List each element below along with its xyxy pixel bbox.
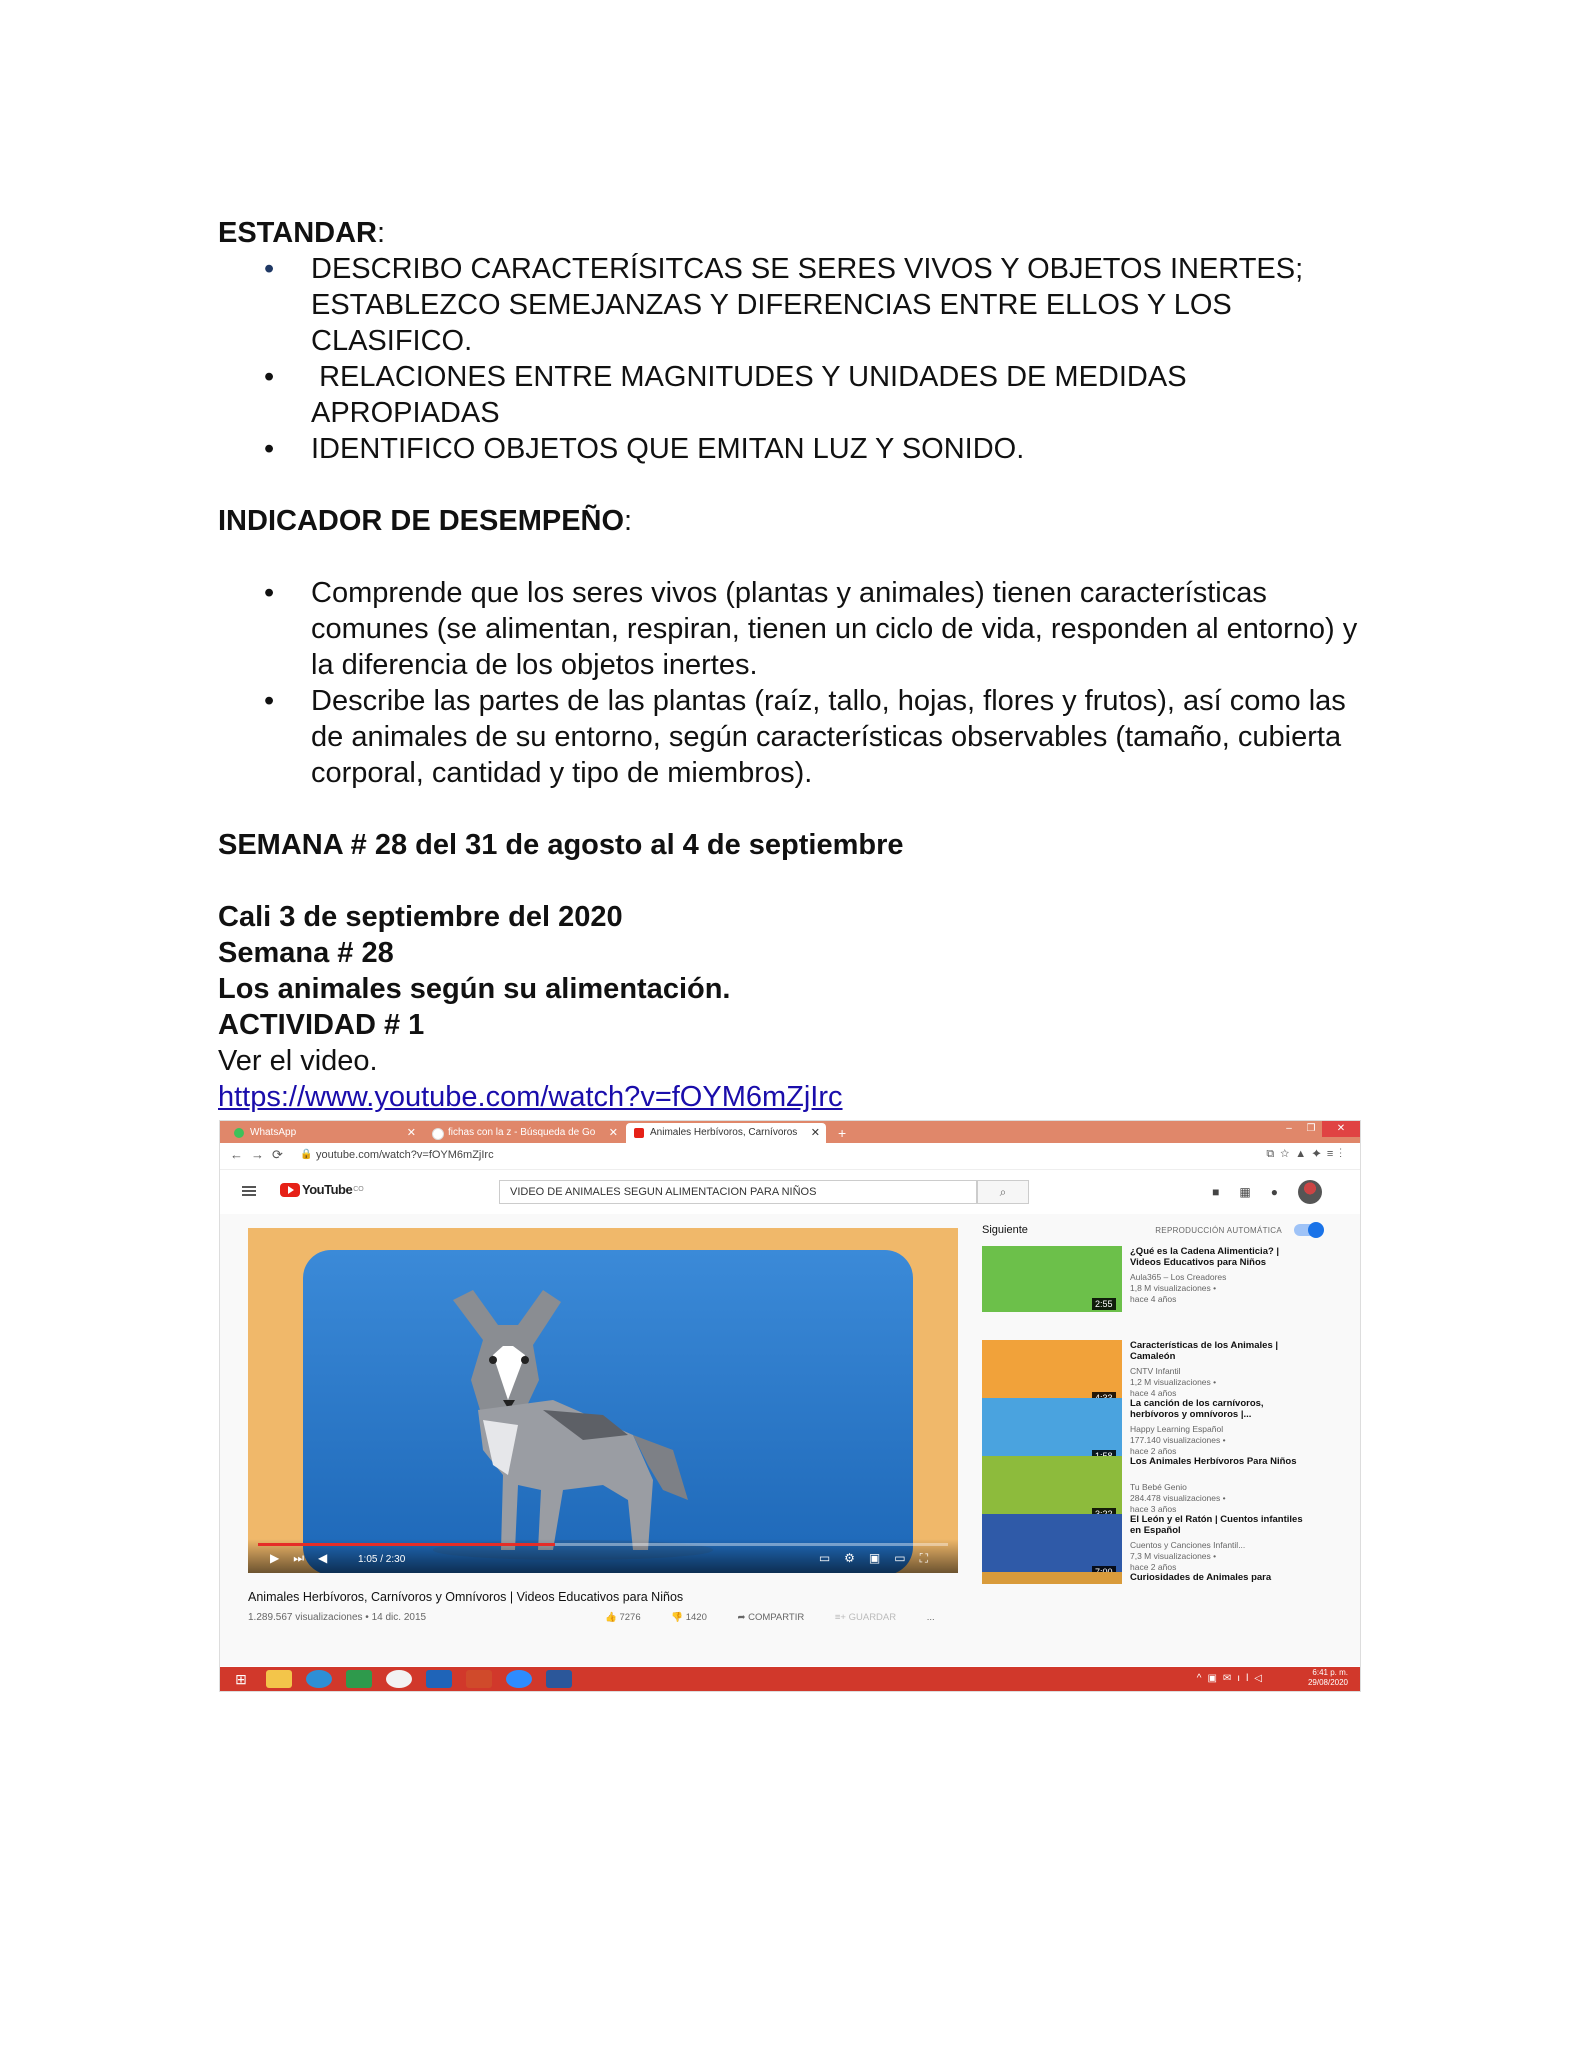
tab-youtube[interactable] <box>626 1123 826 1143</box>
settings-fullscreen-icons[interactable]: ▭⚙▣▭⛶ <box>818 1551 942 1565</box>
clock <box>1308 1668 1348 1688</box>
recommendation-list <box>982 1246 1322 1572</box>
recommendation-title: El León y el Ratón | Cuentos infantiles en Español <box>1130 1514 1303 1536</box>
progress-bar[interactable] <box>258 1543 948 1546</box>
estandar-item-3: • IDENTIFICO OBJETOS QUE EMITAN LUZ Y SONIDO. <box>218 431 1368 467</box>
view-count: 1,8 M visualizaciones • <box>1130 1283 1217 1293</box>
actividad: ACTIVIDAD # 1 <box>218 1009 425 1041</box>
progress-fill <box>258 1543 555 1546</box>
time-display: 1:05 / 2:30 <box>358 1554 406 1565</box>
autoplay-toggle[interactable] <box>1294 1224 1322 1236</box>
document-body <box>218 215 1368 1115</box>
indicador-list <box>218 575 1368 791</box>
wolf-illustration <box>303 1250 913 1573</box>
nav-buttons[interactable]: ←→⟳ <box>230 1147 291 1162</box>
video-actions <box>605 1612 949 1623</box>
more-button[interactable]: ... <box>926 1612 935 1623</box>
list-item[interactable] <box>982 1456 1322 1514</box>
video-title: Animales Herbívoros, Carnívoros y Omnívoros | Videos Educativos para Niños <box>248 1590 684 1604</box>
word-icon[interactable] <box>546 1670 572 1688</box>
youtube-logo[interactable] <box>280 1182 364 1197</box>
indicador-heading-text: INDICADOR DE DESEMPEÑO <box>218 505 625 537</box>
tab-label: fichas con la z - Búsqueda de Go <box>448 1127 596 1138</box>
recommendation-title: La canción de los carnívoros, herbívoros y omnívoros |... <box>1130 1398 1264 1420</box>
video-frame <box>303 1250 913 1573</box>
recommendation-title: Características de los Animales | Camaleón <box>1130 1340 1279 1362</box>
upload-age: hace 2 años <box>1130 1446 1177 1456</box>
recommendation-title: Los Animales Herbívoros Para Niños <box>1130 1456 1297 1467</box>
save-button[interactable]: ≡+ GUARDAR <box>834 1612 897 1623</box>
list-item[interactable] <box>982 1246 1322 1340</box>
indicador-heading <box>218 503 1368 539</box>
clock-time: 6:41 p. m. <box>1312 1668 1348 1677</box>
close-icon[interactable]: ✕ <box>810 1127 820 1139</box>
clock-date: 29/08/2020 <box>1307 1678 1348 1687</box>
outlook-icon[interactable] <box>426 1670 452 1688</box>
upload-age: hace 2 años <box>1130 1562 1177 1572</box>
semana-heading: SEMANA # 28 del 31 de agosto al 4 de septiembre <box>218 829 904 861</box>
semana: Semana # 28 <box>218 937 394 969</box>
video-link[interactable]: https://www.youtube.com/watch?v=fOYM6mZjIrc <box>218 1081 843 1113</box>
dislike-button[interactable]: 👎 1420 <box>671 1612 707 1623</box>
whatsapp-icon <box>234 1128 244 1138</box>
view-count: 177.140 visualizaciones • <box>1130 1435 1226 1445</box>
dislike-count: 1420 <box>685 1612 707 1623</box>
like-count: 7276 <box>619 1612 641 1623</box>
play-next-volume-icons[interactable]: ▶⏭◀ <box>270 1551 342 1565</box>
file-explorer-icon[interactable] <box>266 1670 292 1688</box>
youtube-play-icon <box>280 1183 300 1197</box>
extension-icons[interactable]: ⧉☆▲✦≡⋮ <box>1266 1148 1348 1160</box>
lock-icon: 🔒 <box>300 1149 313 1160</box>
list-item[interactable] <box>982 1340 1322 1398</box>
upload-age: hace 4 años <box>1130 1294 1177 1304</box>
estandar-heading-text: ESTANDAR <box>218 217 377 249</box>
view-count: 1,2 M visualizaciones • <box>1130 1377 1217 1387</box>
search-icon[interactable]: ⌕ <box>977 1180 1029 1204</box>
tab-whatsapp[interactable] <box>226 1123 422 1143</box>
channel-name: Tu Bebé Genio <box>1130 1482 1187 1492</box>
indicador-item-1: • Comprende que los seres vivos (plantas y animales) tienen características comunes (se alimentan, respiran, tienen un ciclo de vida, responden al entorno) y la diferencia de los objetos inertes. <box>218 575 1368 683</box>
video-player[interactable] <box>248 1228 958 1573</box>
google-icon <box>432 1128 444 1140</box>
window-controls <box>1278 1121 1360 1137</box>
store-icon[interactable] <box>346 1670 372 1688</box>
list-item[interactable] <box>982 1398 1322 1456</box>
channel-name: CNTV Infantil <box>1130 1366 1181 1376</box>
upload-age: hace 3 años <box>1130 1504 1177 1514</box>
system-tray-icons[interactable]: ^▣✉ıl◁ <box>1196 1673 1268 1684</box>
address-bar <box>220 1143 1360 1170</box>
header-icons[interactable]: ■▦● <box>1212 1185 1298 1199</box>
upload-age: hace 4 años <box>1130 1388 1177 1398</box>
list-item[interactable] <box>982 1572 1322 1584</box>
browser-screenshot <box>219 1120 1361 1692</box>
duration-badge: 2:55 <box>1092 1298 1116 1310</box>
share-button[interactable]: ➦ COMPARTIR <box>737 1612 805 1623</box>
video-thumbnail <box>982 1572 1122 1584</box>
channel-name: Happy Learning Español <box>1130 1424 1224 1434</box>
new-tab-button[interactable]: + <box>838 1125 847 1141</box>
sidebar-header <box>982 1224 1322 1242</box>
view-count: 284.478 visualizaciones • <box>1130 1493 1226 1503</box>
chrome-icon[interactable] <box>386 1670 412 1688</box>
indicador-item-2: • Describe las partes de las plantas (raíz, tallo, hojas, flores y frutos), así como las de animales de su entorno, según características observables (tamaño, cubierta corporal, cantidad y tipo de miembros). <box>218 683 1368 791</box>
recommendation-title: ¿Qué es la Cadena Alimenticia? | Videos Educativos para Niños <box>1130 1246 1280 1268</box>
estandar-heading <box>218 215 1368 251</box>
tab-google[interactable] <box>424 1123 624 1143</box>
close-icon[interactable]: ✕ <box>608 1127 618 1139</box>
fecha: Cali 3 de septiembre del 2020 <box>218 901 623 933</box>
url-field[interactable]: youtube.com/watch?v=fOYM6mZjIrc <box>316 1149 494 1161</box>
list-item[interactable] <box>982 1514 1322 1572</box>
share-label: COMPARTIR <box>748 1612 805 1623</box>
logo-region: CO <box>353 1186 364 1193</box>
search-input[interactable]: VIDEO DE ANIMALES SEGUN ALIMENTACION PARA NIÑOS <box>499 1180 977 1204</box>
video-meta: 1.289.567 visualizaciones • 14 dic. 2015 <box>248 1612 427 1623</box>
indicador-colon: : <box>624 505 633 537</box>
estandar-item-1: • DESCRIBO CARACTERÍSITCAS SE SERES VIVOS Y OBJETOS INERTES; ESTABLEZCO SEMEJANZAS Y DIFERENCIAS ENTRE ELLOS Y LOS CLASIFICO. <box>218 251 1368 359</box>
minimize-icon[interactable]: – <box>1286 1123 1292 1134</box>
windows-taskbar <box>220 1667 1360 1691</box>
save-label: GUARDAR <box>848 1612 897 1623</box>
youtube-icon <box>634 1128 644 1138</box>
tab-bar <box>220 1121 1360 1143</box>
watch-page <box>220 1214 1360 1666</box>
estandar-list <box>218 251 1368 467</box>
channel-name: Cuentos y Canciones Infantil... <box>1130 1540 1246 1550</box>
close-icon[interactable]: ✕ <box>406 1127 416 1139</box>
close-window-icon[interactable]: ✕ <box>1322 1121 1360 1137</box>
channel-name: Aula365 – Los Creadores <box>1130 1272 1227 1282</box>
avatar[interactable] <box>1298 1180 1322 1204</box>
view-count: 7,3 M visualizaciones • <box>1130 1551 1217 1561</box>
windows-start-icon[interactable]: ⊞ <box>235 1671 247 1687</box>
youtube-header <box>220 1170 1360 1214</box>
recommendations-sidebar <box>982 1224 1322 1584</box>
recommendation-title: Curiosidades de Animales para <box>1130 1572 1272 1583</box>
hamburger-menu-icon[interactable] <box>242 1186 256 1188</box>
tab-label: Animales Herbívoros, Carnívoros <box>650 1127 798 1138</box>
estandar-colon: : <box>376 217 386 249</box>
edge-icon[interactable] <box>306 1670 332 1688</box>
logo-text: YouTube <box>302 1182 353 1197</box>
instruccion: Ver el video. <box>218 1045 378 1077</box>
autoplay-label: REPRODUCCIÓN AUTOMÁTICA <box>1155 1226 1282 1235</box>
maximize-icon[interactable]: ❐ <box>1306 1123 1316 1134</box>
player-controls <box>248 1539 958 1573</box>
zoom-icon[interactable] <box>506 1670 532 1688</box>
estandar-item-2: • RELACIONES ENTRE MAGNITUDES Y UNIDADES DE MEDIDAS APROPIADAS <box>218 359 1368 431</box>
tab-label: WhatsApp <box>250 1127 297 1138</box>
tema: Los animales según su alimentación. <box>218 973 731 1005</box>
siguiente-label: Siguiente <box>982 1224 1028 1236</box>
like-button[interactable]: 👍 7276 <box>605 1612 641 1623</box>
powerpoint-icon[interactable] <box>466 1670 492 1688</box>
